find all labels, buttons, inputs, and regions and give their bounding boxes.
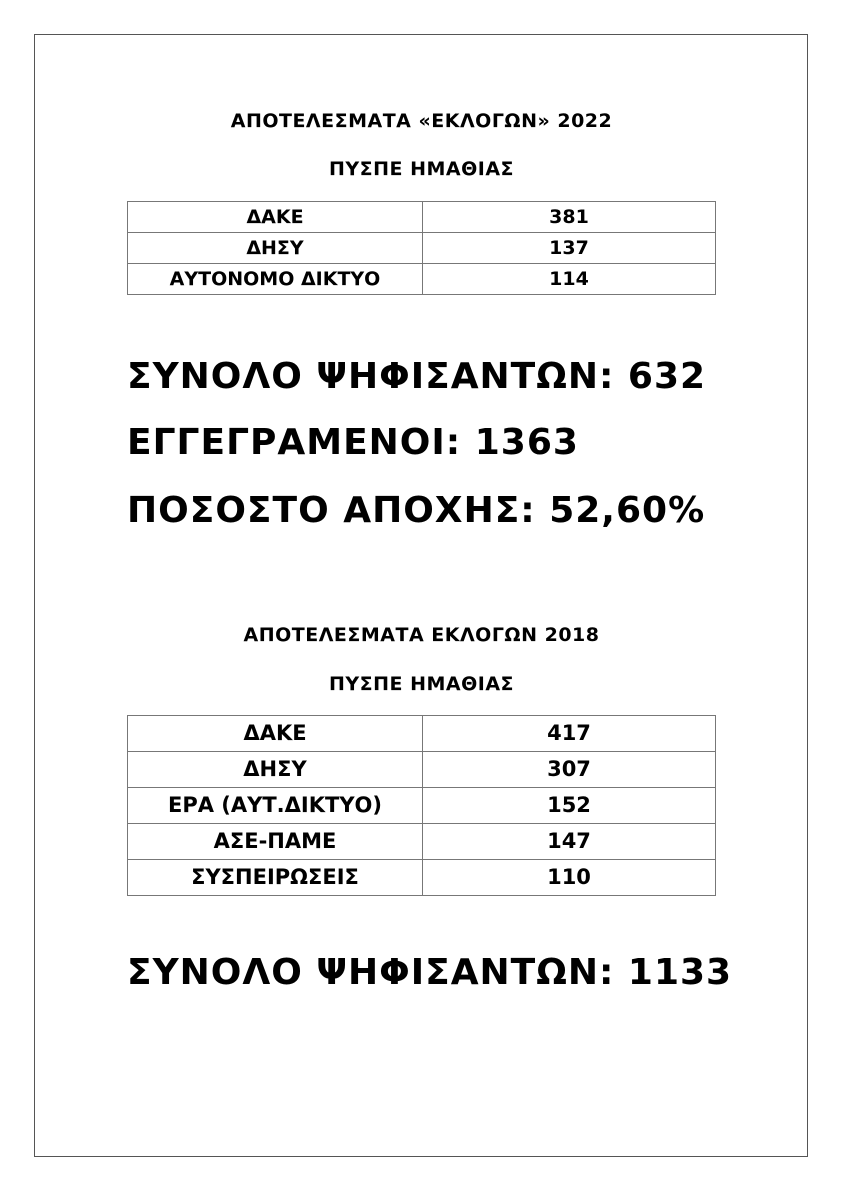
party-votes: 417 <box>423 716 716 752</box>
table-row <box>128 860 716 896</box>
party-votes: 307 <box>423 752 716 788</box>
table-row <box>128 752 716 788</box>
party-name: ΔΗΣΥ <box>128 233 423 264</box>
party-name: ΑΥΤΟΝΟΜΟ ΔΙΚΤΥΟ <box>128 264 423 295</box>
total-voters-2018: ΣΥΝΟΛΟ ΨΗΦΙΣΑΝΤΩΝ: 1133 <box>127 952 733 993</box>
table-row <box>128 233 716 264</box>
table-row <box>128 788 716 824</box>
party-name: ΔΑΚΕ <box>128 202 423 233</box>
subtitle-2018: ΠΥΣΠΕ ΗΜΑΘΙΑΣ <box>328 673 515 695</box>
subtitle-2022: ΠΥΣΠΕ ΗΜΑΘΙΑΣ <box>328 158 515 180</box>
party-votes: 147 <box>423 824 716 860</box>
party-votes: 381 <box>423 202 716 233</box>
results-table-2022 <box>127 201 716 295</box>
party-votes: 110 <box>423 860 716 896</box>
party-votes: 137 <box>423 233 716 264</box>
registered-2022: ΕΓΓΕΓΡΑΜΕΝΟΙ: 1363 <box>127 422 579 463</box>
title-2022: ΑΠΟΤΕΛΕΣΜΑΤΑ «ΕΚΛΟΓΩΝ» 2022 <box>230 110 613 132</box>
party-name: ΣΥΣΠΕΙΡΩΣΕΙΣ <box>128 860 423 896</box>
table-row <box>128 264 716 295</box>
party-name: ΔΗΣΥ <box>128 752 423 788</box>
party-name: ΑΣΕ-ΠΑΜΕ <box>128 824 423 860</box>
total-voters-2022: ΣΥΝΟΛΟ ΨΗΦΙΣΑΝΤΩΝ: 632 <box>127 356 707 397</box>
party-name: ΔΑΚΕ <box>128 716 423 752</box>
party-votes: 152 <box>423 788 716 824</box>
table-row <box>128 202 716 233</box>
party-votes: 114 <box>423 264 716 295</box>
title-2018: ΑΠΟΤΕΛΕΣΜΑΤΑ ΕΚΛΟΓΩΝ 2018 <box>243 624 600 646</box>
results-table-2018 <box>127 715 716 896</box>
party-name: ΕΡΑ (ΑΥΤ.ΔΙΚΤΥΟ) <box>128 788 423 824</box>
abstention-2022: ΠΟΣΟΣΤΟ ΑΠΟΧΗΣ: 52,60% <box>127 490 706 531</box>
table-row <box>128 716 716 752</box>
table-row <box>128 824 716 860</box>
